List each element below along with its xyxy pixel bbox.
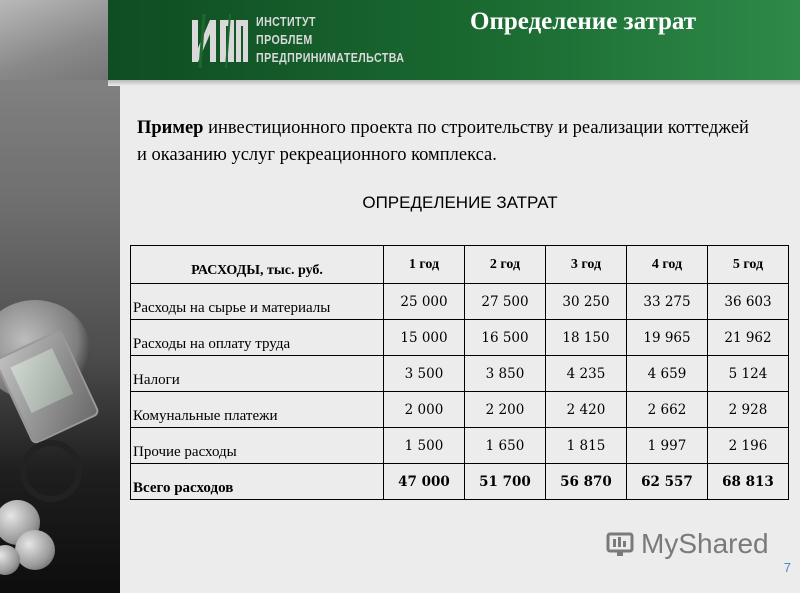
- table-cell: 1 500: [384, 428, 465, 464]
- page-number: 7: [783, 560, 791, 575]
- row-label: Комунальные платежи: [131, 392, 384, 428]
- table-cell-total: 56 870: [546, 464, 627, 500]
- table-cell: 33 275: [627, 284, 708, 320]
- slide-title: Определение затрат: [470, 8, 697, 35]
- table-cell-total: 68 813: [708, 464, 789, 500]
- intro-paragraph: [137, 115, 757, 169]
- row-label: Расходы на оплату труда: [131, 320, 384, 356]
- table-total-row: [131, 464, 789, 500]
- row-label-total: Всего расходов: [131, 464, 384, 500]
- table-row: [131, 320, 789, 356]
- table-cell: 2 928: [708, 392, 789, 428]
- table-heading: ОПРЕДЕЛЕНИЕ ЗАТРАТ: [362, 193, 558, 212]
- table-cell: 5 124: [708, 356, 789, 392]
- cost-table: [130, 245, 789, 500]
- logo-line: ПРЕДПРИНИМАТЕЛЬСТВА: [256, 50, 405, 65]
- table-cell: 2 420: [546, 392, 627, 428]
- table-cell: 27 500: [465, 284, 546, 320]
- table-cell-total: 51 700: [465, 464, 546, 500]
- myshared-watermark: [605, 528, 769, 560]
- table-row: [131, 428, 789, 464]
- table-cell: 4 659: [627, 356, 708, 392]
- column-header-label: РАСХОДЫ, тыс. руб.: [131, 246, 384, 284]
- table-cell: 1 997: [627, 428, 708, 464]
- logo-text: [256, 13, 404, 67]
- row-label: Налоги: [131, 356, 384, 392]
- table-cell: 3 850: [465, 356, 546, 392]
- table-cell: 16 500: [465, 320, 546, 356]
- coin-image: [15, 530, 55, 570]
- table-cell: 4 235: [546, 356, 627, 392]
- table-cell: 1 815: [546, 428, 627, 464]
- logo-line: ПРОБЛЕМ: [256, 32, 313, 47]
- row-label: Расходы на сырье и материалы: [131, 284, 384, 320]
- table-cell: 1 650: [465, 428, 546, 464]
- table-cell: 15 000: [384, 320, 465, 356]
- table-cell: 2 196: [708, 428, 789, 464]
- decorative-photo-strip: [0, 0, 120, 593]
- table-cell: 2 662: [627, 392, 708, 428]
- table-cell: 19 965: [627, 320, 708, 356]
- table-row: [131, 356, 789, 392]
- table-cell: 3 500: [384, 356, 465, 392]
- column-header-year: 1 год: [384, 246, 465, 284]
- column-header-year: 2 год: [465, 246, 546, 284]
- table-header-row: [131, 246, 789, 284]
- myshared-logo-icon: [605, 529, 635, 559]
- column-header-year: 3 год: [546, 246, 627, 284]
- watermark-text: MyShared: [641, 528, 769, 559]
- column-header-year: 5 год: [708, 246, 789, 284]
- table-row: [131, 392, 789, 428]
- table-cell: 36 603: [708, 284, 789, 320]
- table-cell: 18 150: [546, 320, 627, 356]
- table-cell-total: 47 000: [384, 464, 465, 500]
- header-shadow: [108, 80, 800, 86]
- table-row: [131, 284, 789, 320]
- table-cell: 30 250: [546, 284, 627, 320]
- decorative-photo-top: [0, 0, 108, 80]
- scissors-image: [20, 440, 82, 502]
- table-cell-total: 62 557: [627, 464, 708, 500]
- row-label: Прочие расходы: [131, 428, 384, 464]
- table-cell: 2 000: [384, 392, 465, 428]
- table-cell: 21 962: [708, 320, 789, 356]
- intro-text: инвестиционного проекта по строительству и реализации коттеджей и оказанию услуг рекреационного комплекса.: [137, 118, 749, 165]
- table-cell: 25 000: [384, 284, 465, 320]
- column-header-year: 4 год: [627, 246, 708, 284]
- ipp-logo-icon: [190, 14, 248, 68]
- table-cell: 2 200: [465, 392, 546, 428]
- logo-line: ИНСТИТУТ: [256, 14, 316, 29]
- intro-bold: Пример: [137, 118, 204, 138]
